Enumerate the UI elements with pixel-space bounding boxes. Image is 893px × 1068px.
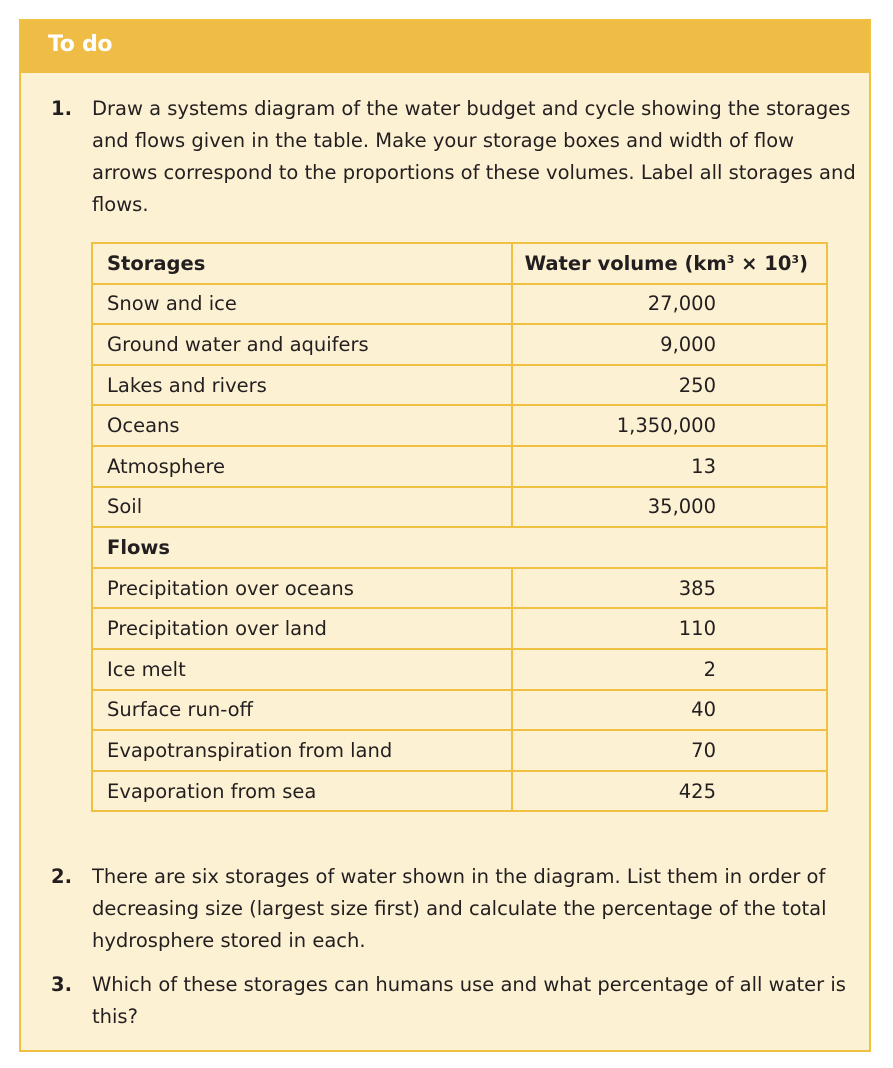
volume-header: Water volume $(km^3 \times 10^3)$: [512, 243, 827, 284]
question-number: 1.: [51, 97, 72, 120]
storage-name: Atmosphere: [92, 446, 512, 487]
flow-name: Surface run-off: [92, 690, 512, 731]
flow-name: Precipitation over oceans: [92, 568, 512, 609]
storage-name: Ground water and aquifers: [92, 324, 512, 365]
flow-name: Evapotranspiration from land: [92, 730, 512, 771]
storage-name: Snow and ice: [92, 284, 512, 325]
flow-name: Precipitation over land: [92, 608, 512, 649]
table-row: [92, 730, 827, 771]
flow-value: 425: [512, 771, 827, 812]
storage-name: Soil: [92, 487, 512, 528]
table-row: [92, 365, 827, 406]
storage-value: 250: [512, 365, 827, 406]
todo-title: To do: [48, 32, 113, 57]
todo-box: [19, 19, 871, 1052]
table-row: [92, 568, 827, 609]
table-row: [92, 405, 827, 446]
flow-value: 2: [512, 649, 827, 690]
table-row: [92, 284, 827, 325]
storage-value: 1,350,000: [512, 405, 827, 446]
question-text: Draw a systems diagram of the water budget and cycle showing the storages and flows given in the table. Make your storage boxes and width of flow arrows correspond to the proportions of these volumes. Label all storages and flows.: [92, 97, 856, 216]
question-text: There are six storages of water shown in the diagram. List them in order of decreasing size (largest size first) and calculate the percentage of the total hydrosphere stored in each.: [92, 865, 827, 952]
storage-value: 27,000: [512, 284, 827, 325]
table-row: [92, 487, 827, 528]
water-volume-table: [91, 242, 828, 812]
question-number: 3.: [51, 973, 72, 996]
storage-value: 13: [512, 446, 827, 487]
flow-value: 385: [512, 568, 827, 609]
storage-value: 9,000: [512, 324, 827, 365]
table-header-row: [92, 243, 827, 284]
flows-header-row: [92, 527, 827, 568]
question-number: 2.: [51, 865, 72, 888]
table-row: [92, 608, 827, 649]
flow-name: Evaporation from sea: [92, 771, 512, 812]
flow-value: 40: [512, 690, 827, 731]
flows-header: Flows: [92, 527, 827, 568]
question-text: Which of these storages can humans use and what percentage of all water is this?: [92, 973, 846, 1028]
todo-header: [21, 21, 869, 73]
flow-name: Ice melt: [92, 649, 512, 690]
table-row: [92, 324, 827, 365]
storages-header: Storages: [92, 243, 512, 284]
flow-value: 110: [512, 608, 827, 649]
storage-name: Lakes and rivers: [92, 365, 512, 406]
table-row: [92, 771, 827, 812]
flow-value: 70: [512, 730, 827, 771]
storage-name: Oceans: [92, 405, 512, 446]
storage-value: 35,000: [512, 487, 827, 528]
table-row: [92, 446, 827, 487]
table-row: [92, 649, 827, 690]
table-row: [92, 690, 827, 731]
